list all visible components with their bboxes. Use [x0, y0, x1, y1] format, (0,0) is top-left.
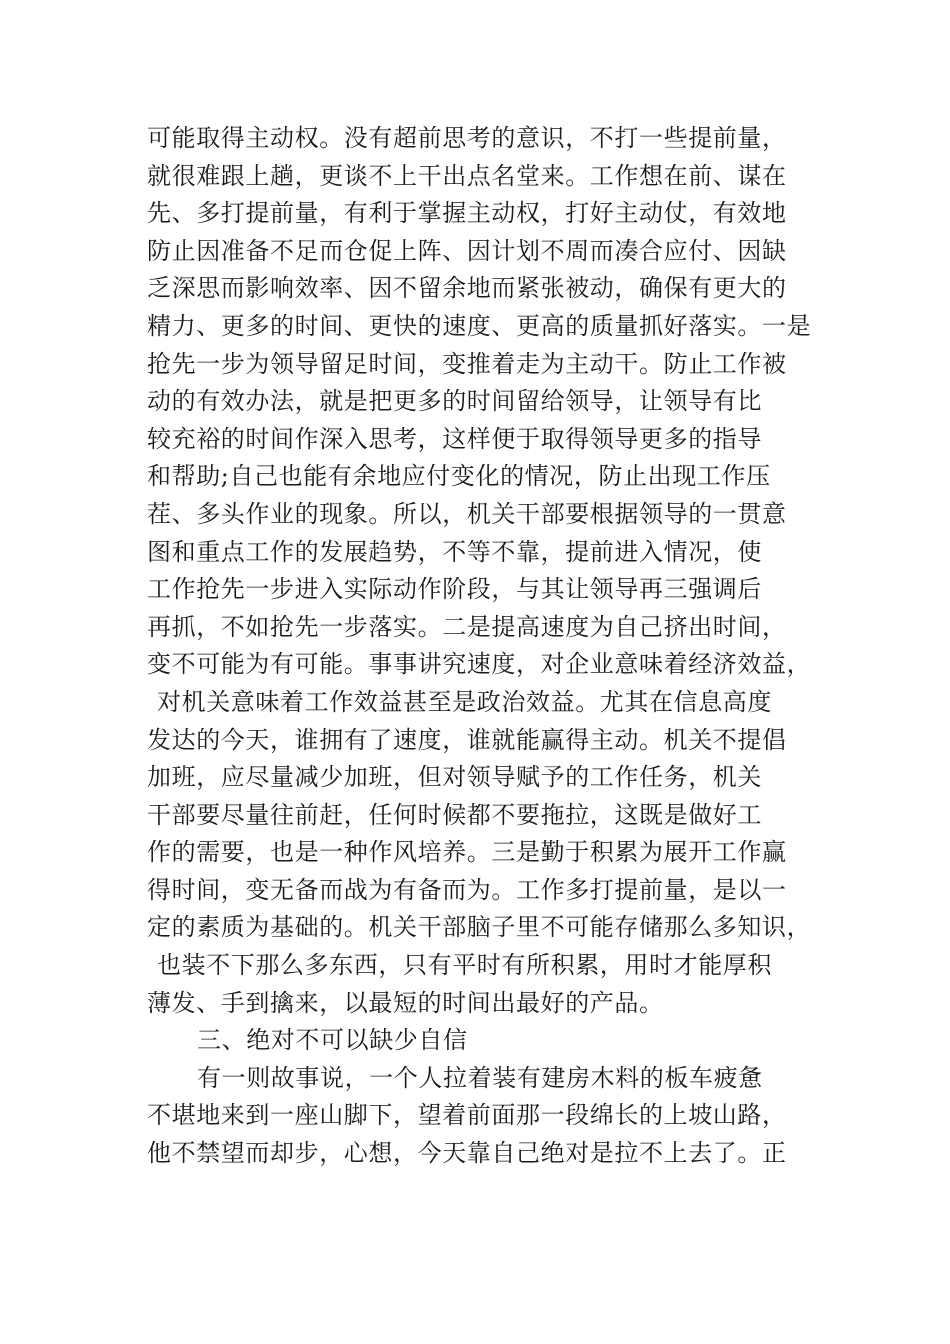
text-line: 定的素质为基础的。机关干部脑子里不可能存储那么多知识， — [147, 913, 812, 942]
text-line: 干部要尽量往前赶，任何时候都不要拖拉，这既是做好工 — [147, 800, 762, 829]
text-line: 茬、多头作业的现象。所以，机关干部要根据领导的一贯意 — [147, 499, 787, 528]
text-line: 也装不下那么多东西，只有平时有所积累，用时才能厚积 — [157, 951, 772, 980]
text-line: 他不禁望而却步，心想，今天靠自己绝对是拉不上去了。正 — [147, 1139, 787, 1168]
text-line: 有一则故事说，一个人拉着装有建房木料的板车疲惫 — [197, 1063, 763, 1092]
text-line: 不堪地来到一座山脚下，望着前面那一段绵长的上坡山路， — [147, 1101, 787, 1130]
text-line: 就很难跟上趟，更谈不上干出点名堂来。工作想在前、谋在 — [147, 161, 787, 190]
text-line: 图和重点工作的发展趋势，不等不靠，提前进入情况，使 — [147, 537, 762, 566]
text-line: 和帮助;自己也能有余地应付变化的情况，防止出现工作压 — [147, 462, 771, 491]
text-line: 薄发、手到擒来，以最短的时间出最好的产品。 — [147, 988, 664, 1017]
text-line: 发达的今天，谁拥有了速度，谁就能赢得主动。机关不提倡 — [147, 725, 787, 754]
text-line: 先、多打提前量，有利于掌握主动权，打好主动仗，有效地 — [147, 199, 787, 228]
text-line: 动的有效办法，就是把更多的时间留给领导，让领导有比 — [147, 387, 762, 416]
text-line: 可能取得主动权。没有超前思考的意识，不打一些提前量， — [147, 124, 787, 152]
text-line: 作的需要，也是一种作风培养。三是勤于积累为展开工作赢 — [147, 838, 787, 867]
text-line: 防止因准备不足而仓促上阵、因计划不周而凑合应付、因缺 — [147, 236, 787, 265]
text-line: 加班，应尽量减少加班，但对领导赋予的工作任务，机关 — [147, 763, 762, 792]
text-line: 工作抢先一步进入实际动作阶段，与其让领导再三强调后 — [147, 575, 762, 604]
text-line: 乏深思而影响效率、因不留余地而紧张被动，确保有更大的 — [147, 274, 787, 303]
text-line: 对机关意味着工作效益甚至是政治效益。尤其在信息高度 — [157, 687, 772, 716]
text-line: 变不可能为有可能。事事讲究速度，对企业意味着经济效益， — [147, 650, 812, 679]
text-line: 较充裕的时间作深入思考，这样便于取得领导更多的指导 — [147, 424, 762, 453]
text-line: 再抓，不如抢先一步落实。二是提高速度为自己挤出时间， — [147, 612, 787, 641]
text-line: 得时间，变无备而战为有备而为。工作多打提前量，是以一 — [147, 875, 787, 904]
text-line: 精力、更多的时间、更快的速度、更高的质量抓好落实。一是 — [147, 311, 812, 340]
body-text — [147, 120, 827, 1173]
text-line: 抢先一步为领导留足时间，变推着走为主动干。防止工作被 — [147, 349, 787, 378]
section-heading: 三、绝对不可以缺少自信 — [197, 1026, 468, 1055]
